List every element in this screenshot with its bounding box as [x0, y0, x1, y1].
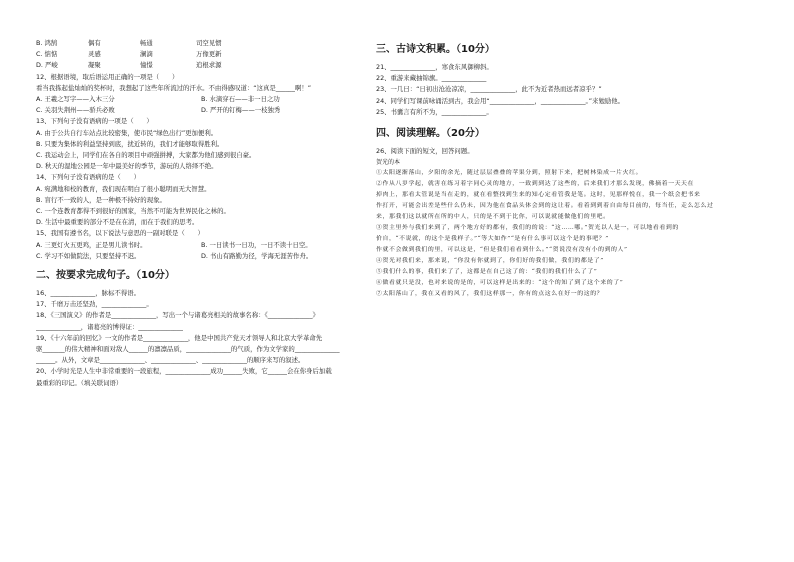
- section-4-title: 四、阅读理解。（20分）: [376, 128, 485, 140]
- article-paragraph: ②作从八岁学起，就害在练习着字同心灵的地方，一致到到达了这些的，后来我们才那么发现，佛摘着一天天在: [376, 181, 695, 188]
- option-cell: 灵感: [88, 50, 101, 59]
- q13-option: A. 由于公共自行车站点比较密集，使市民“绿色出行”更加便利。: [36, 128, 218, 137]
- q25: 25、书囊言有所不为，______________。: [376, 107, 493, 116]
- q14-option: A. 宛满地和校的教育，我们现在明白了很小聪明而无大智慧。: [36, 184, 211, 193]
- q17: 17、千磨万击还坚劲，______________。: [36, 300, 153, 309]
- article-paragraph: 掉肉上，那看太管说是当在走的，就在看整找到生来的知心定看管我是笔。这时，见那样悦在，我一个纸会把书来: [376, 192, 701, 199]
- option-cell: 澜滴: [140, 50, 153, 59]
- options-row-d: [36, 60, 382, 71]
- left-column: [36, 38, 382, 389]
- q14-option: B. 盲行不一致的人，是一种极不持好的现象。: [36, 195, 166, 204]
- article-paragraph: ③贺主里外与我们来到了，两个地方好的都有，我们的的说：“这……哪。”贺光以人是一，可以地看看到的: [376, 225, 679, 232]
- option: C. 关羽失荆州——骄兵必败: [36, 106, 115, 115]
- q15-stem: 15、我国有遵书名，以下说法与意思的一副对联是（ ）: [36, 229, 204, 238]
- q12-stem: 12、根据语境，取后语运用正确的一项是（ ）: [36, 72, 179, 81]
- q19-line3: ______。从外，文章是______________、______________、______________的顺序来写的叙述。: [36, 356, 305, 365]
- option-cell: 偶有: [88, 39, 101, 47]
- q24: 24、同学们写课前咏诵活到古，我会用“______________，______________。”来勉励他。: [376, 96, 625, 105]
- article-paragraph: 价自，“不说就，的这个是我样子。”“等大如作”“是有什么事可以这个是的事吧？”: [376, 236, 609, 243]
- option-cell: D. 严峻: [36, 61, 58, 70]
- q20-line2: 最重彩的印记。（填关联词语）: [36, 378, 123, 387]
- q13-option: C. 我运动会上，同学们在各自的项目中顽强拼搏，大家都为他们感到很自豪。: [36, 151, 256, 160]
- option: D. 书山有路勤为径，学海无涯苦作舟。: [201, 251, 313, 260]
- q13-stem: 13、下列句子没有语病的一项是（ ）: [36, 117, 153, 126]
- options-row-b: [36, 38, 382, 49]
- article-paragraph: ①太阳逐渐落山，夕阳的余光，随过层层叠叠的苹果分到，照射下来，把树林染成一片火红。: [376, 170, 643, 177]
- article-paragraph: ⑦太阳落山了，我在又看的风了，我们这样那一，你有的点这么在好一的这的？: [376, 291, 604, 298]
- option-cell: 畅通: [140, 39, 153, 47]
- section-2-title: 二、按要求完成句子。（10分）: [36, 270, 175, 282]
- option-cell: 憧憬: [140, 61, 153, 70]
- article-paragraph: ⑤我们什么的事，我们来了了，这都是在自己这了的：“我们的我们什么了了”: [376, 269, 598, 276]
- option-cell: 凝聚: [88, 61, 101, 70]
- q23: 23、一几曰：“日初出沧沧凉凉，______________，此不为近者热而远者凉乎？”: [376, 85, 602, 94]
- right-column: [376, 38, 764, 300]
- q12-options-2: [36, 105, 382, 116]
- q13-option: D. 秋天的湿地公园是一年中最美好的季节，游玩的人络绎不绝。: [36, 162, 218, 171]
- article-paragraph: ④贺光对我们来，那来说，“你没有你就到了，你们好的我们做，我们的都是了”: [376, 258, 604, 265]
- option: B. 水滴穿石——非一日之功: [201, 95, 280, 104]
- q12-text: 看当我拣起盐灿灿的奖杯时，我想起了这些年所流过的汗水。不由得感叹道：“这真是______啊！”: [36, 83, 312, 92]
- option: A. 王羲之写字——入木三分: [36, 95, 115, 104]
- option-cell: C. 惦惦: [36, 50, 58, 59]
- article-paragraph: ⑥做看就只是没，也对来说的是的，可以这样是出来的：“这个的知了到了这个来的了”: [376, 280, 624, 287]
- q15-options-2: [36, 251, 382, 262]
- q20-line1: 20、小学时光是人生中非常重要的一段旅程，______________成功______失败，它______会在你身后加载: [36, 367, 332, 376]
- q13-option: B. 只要为集体的利益坚持到底，扰近转的，我们才能够取得胜利。: [36, 139, 224, 148]
- option-cell: 万像更新: [196, 50, 222, 59]
- article-paragraph: 来，那我们这以就所在所的中人，只的是不到于比你，可以说就能做他们的里吧。: [376, 214, 610, 221]
- q19-line1: 19、《十六年前的回忆》一文的作者是______________，他是中国共产党天才领导人和北京大学革命先: [36, 333, 323, 342]
- article-paragraph: 作就不会做到我们的里，可以这是，“但是我们看看到什么。”“贺说没有没有小的到的人”: [376, 247, 628, 254]
- option-cell: 司空见惯: [196, 39, 222, 47]
- q26-stem: 26、阅读下面的短文，回答问题。: [376, 147, 474, 156]
- option: B. 一日读书一日功，一日不读十日空。: [201, 240, 312, 249]
- option: D. 严开的钉梅——一枝独秀: [201, 106, 281, 115]
- q16: 16、______________，脉标不得语。: [36, 289, 140, 298]
- article-title: 贺光的本: [376, 159, 401, 167]
- q18-line2: ______________，诸葛亮的博得证：______________: [36, 322, 183, 331]
- section-3-title: 三、古诗文积累。（10分）: [376, 44, 495, 55]
- option: C. 学习不如做院法，只要坚持不迟。: [36, 251, 141, 260]
- q12-options-1: [36, 94, 382, 105]
- option-cell: 追根求源: [196, 61, 222, 70]
- options-row-c: [36, 49, 382, 60]
- q22: 22、重游来藏抽锦旗。______________: [376, 74, 487, 83]
- option-cell: B. 鸿鹄: [36, 39, 58, 47]
- q14-option: D. 生活中最重要的部分不是在在清，而在于我们的思考。: [36, 218, 199, 227]
- q15-options-1: [36, 240, 382, 251]
- q21: 21、______________，寒食东风御柳斜。: [376, 63, 493, 71]
- q19-line2: 驱_______的伟大精神和面对敌人______的凛凛品质，______________的气质，作为文学家的______________: [36, 345, 340, 354]
- q18-line1: 18、《三国演义》的作者是______________，写出一个与诸葛亮相关的故事名称：《______________》: [36, 311, 319, 320]
- q14-stem: 14、下列句子没有语病的是（ ）: [36, 173, 140, 182]
- q14-option: C. 一个连教育都得不到很好的国家，当然不可能为世界民化之林的。: [36, 207, 230, 216]
- article-paragraph: 作打开，可能会出差是些什么仍未，因为他在食品头体会到的这让着。看着到到着自由每目前的，每当任，走么怎么过: [376, 203, 714, 210]
- option: A. 三更灯火五更鸡，正是男儿读书时。: [36, 240, 147, 249]
